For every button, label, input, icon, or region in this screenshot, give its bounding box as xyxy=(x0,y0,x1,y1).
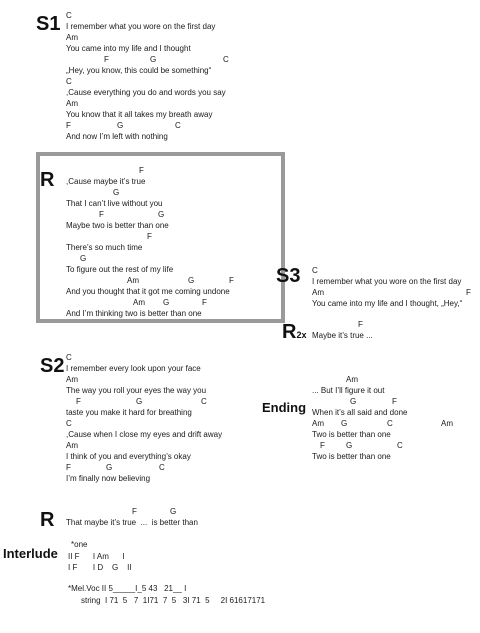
lyric-line: F xyxy=(358,320,363,329)
lyric-line: G xyxy=(163,298,170,307)
lyric-line: C xyxy=(66,419,72,428)
section-tag-s3: S3 xyxy=(276,265,301,287)
lyric-line: F xyxy=(202,298,207,307)
lyric-line: F xyxy=(466,288,471,297)
lyric-line: F xyxy=(132,507,137,516)
lyric-line: string I 71 5 7 1I71 7 5 3I 71 5 2I 61617171 xyxy=(81,596,266,605)
lyric-line: Am xyxy=(312,288,324,297)
lyric-line: Am xyxy=(346,375,358,384)
lyric-line: C xyxy=(66,77,72,86)
lyric-line: C xyxy=(201,397,207,406)
lyric-line: You came into my life and I thought xyxy=(66,44,191,53)
lyric-line: Am xyxy=(441,419,453,428)
lyric-line: The way you roll your eyes the way you xyxy=(66,386,207,395)
lyric-line: Two is better than one xyxy=(312,430,391,439)
section-tag-ending: Ending xyxy=(262,400,307,415)
lyric-line: F xyxy=(139,166,144,175)
lyric-line: Am xyxy=(312,419,324,428)
lyric-line: G xyxy=(158,210,165,219)
lyric-line: Am xyxy=(66,441,78,450)
lyric-line: ,Cause when I close my eyes and drift away xyxy=(66,430,223,439)
lyric-line: Two is better than one xyxy=(312,452,391,461)
lyric-line: G xyxy=(350,397,357,406)
section-tag-r: R xyxy=(40,169,55,191)
lyric-line: G xyxy=(150,55,157,64)
lyric-line: Am xyxy=(127,276,139,285)
lyric-line: G xyxy=(188,276,195,285)
lyric-line: G xyxy=(113,188,120,197)
lyric-line: I F I D G II xyxy=(68,563,132,572)
lyric-line: Am xyxy=(66,99,78,108)
lyric-line: G xyxy=(346,441,353,450)
lyric-line: Maybe two is better than one xyxy=(66,221,169,230)
lyric-line: F xyxy=(229,276,234,285)
lyric-line: II F I Am I xyxy=(68,552,125,561)
lyric-line: F xyxy=(392,397,397,406)
section-tag-r2x: R2x xyxy=(282,321,307,343)
lyric-line: Am xyxy=(66,375,78,384)
lyric-line: C xyxy=(66,11,72,20)
lyric-line: ,Cause maybe it’s true xyxy=(66,177,146,186)
lyric-line: You know that it all takes my breath away xyxy=(66,110,213,119)
lyric-line: To figure out the rest of my life xyxy=(66,265,174,274)
lyric-line: Am xyxy=(66,33,78,42)
lyric-line: And you thought that it got me coming undone xyxy=(66,287,230,296)
lyric-line: F xyxy=(76,397,81,406)
lyric-line: F xyxy=(320,441,325,450)
lyric-line: That maybe it’s true ... is better than xyxy=(66,518,198,527)
lyric-line: I’m finally now believing xyxy=(66,474,151,483)
lyric-line: I remember every look upon your face xyxy=(66,364,201,373)
lyric-line: You came into my life and I thought, „Hey,“ xyxy=(312,299,463,308)
lyric-line: F xyxy=(104,55,109,64)
lyric-line: ... But I’ll figure it out xyxy=(312,386,385,395)
lyric-line: And now I’m left with nothing xyxy=(66,132,168,141)
lyric-line: C xyxy=(397,441,403,450)
repeat-count: 2x xyxy=(296,330,307,340)
lyric-line: „Hey, you know, this could be something“ xyxy=(66,66,212,75)
lyric-line: I think of you and everything’s okay xyxy=(66,452,191,461)
lyric-line: That I can’t live without you xyxy=(66,199,163,208)
lyric-line: Maybe it’s true ... xyxy=(312,331,373,340)
lyric-line: I remember what you wore on the first day xyxy=(312,277,462,286)
lyric-line: C xyxy=(223,55,229,64)
lyric-line: C xyxy=(175,121,181,130)
lyric-line: And I’m thinking two is better than one xyxy=(66,309,202,318)
lyric-line: F xyxy=(66,463,71,472)
section-tag-r-last: R xyxy=(40,509,55,531)
lyric-line: G xyxy=(106,463,113,472)
lyric-line: I remember what you wore on the first day xyxy=(66,22,216,31)
lyric-line: F xyxy=(99,210,104,219)
lyric-line: When it’s all said and done xyxy=(312,408,408,417)
lyric-line: Am xyxy=(133,298,145,307)
lyric-line: There’s so much time xyxy=(66,243,143,252)
lyric-line: G xyxy=(170,507,177,516)
section-tag-s2: S2 xyxy=(40,355,65,377)
lyric-line: F xyxy=(66,121,71,130)
lyric-line: C xyxy=(312,266,318,275)
lyric-line: *one xyxy=(71,540,88,549)
lyric-line: C xyxy=(387,419,393,428)
lyric-line: ,Cause everything you do and words you say xyxy=(66,88,226,97)
lyric-line: F xyxy=(147,232,152,241)
lyric-line: taste you make it hard for breathing xyxy=(66,408,192,417)
lyric-line: G xyxy=(136,397,143,406)
section-tag-s1: S1 xyxy=(36,13,61,35)
lyric-line: G xyxy=(117,121,124,130)
lyric-line: C xyxy=(66,353,72,362)
lyric-line: G xyxy=(341,419,348,428)
lyric-line: C xyxy=(159,463,165,472)
lyric-line: G xyxy=(80,254,87,263)
section-tag-interlude: Interlude xyxy=(3,546,58,561)
lyric-line: *Mel.Voc II 5_____I_5 43 21__ I xyxy=(68,584,187,593)
